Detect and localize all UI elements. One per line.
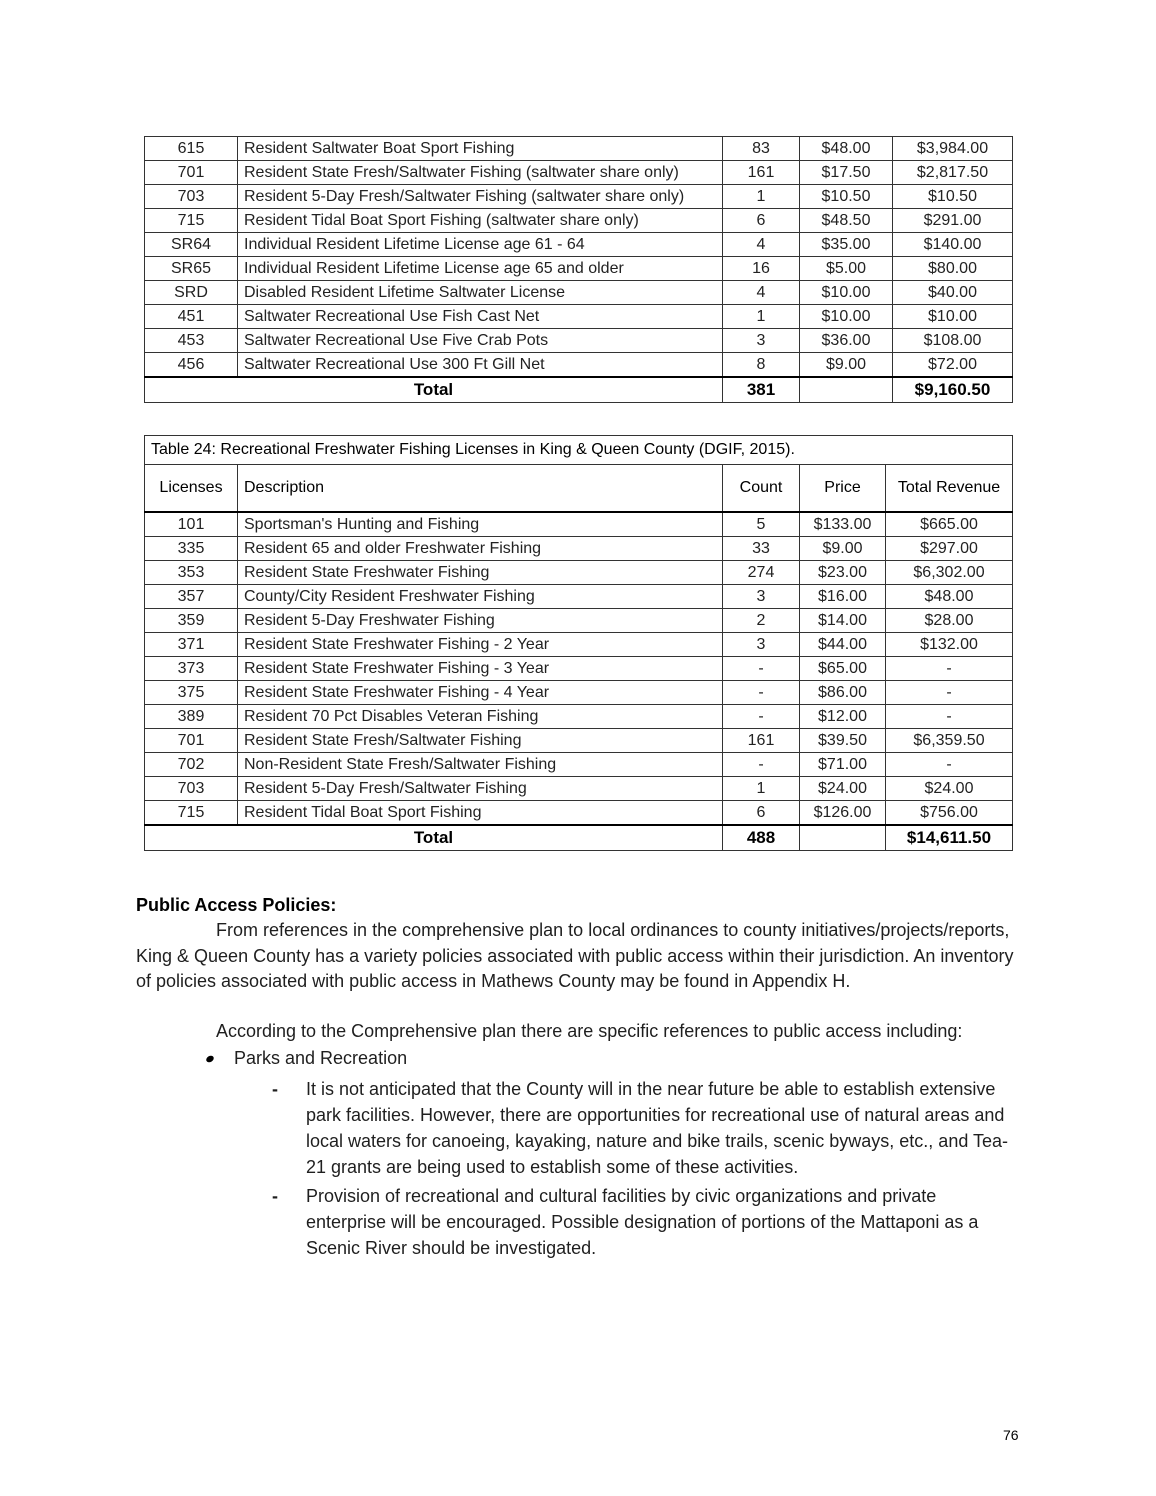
- table-row: [145, 585, 1013, 609]
- license-code-cell: 357: [145, 585, 238, 609]
- section-heading: Public Access Policies:: [136, 895, 337, 915]
- count-cell: 6: [723, 209, 800, 233]
- freshwater-total-row: [145, 825, 1013, 851]
- count-cell: 3: [723, 585, 800, 609]
- count-cell: -: [723, 705, 800, 729]
- table-row: [145, 657, 1013, 681]
- description-cell: Resident Saltwater Boat Sport Fishing: [238, 137, 723, 161]
- description-cell: Resident State Freshwater Fishing - 4 Year: [238, 681, 723, 705]
- table-row: [145, 353, 1013, 378]
- header-total-revenue: Total Revenue: [886, 465, 1013, 513]
- table-row: [145, 777, 1013, 801]
- dash-icon: -: [272, 1186, 278, 1206]
- license-code-cell: 389: [145, 705, 238, 729]
- price-cell: $48.50: [800, 209, 893, 233]
- license-code-cell: 703: [145, 777, 238, 801]
- price-cell: $17.50: [800, 161, 893, 185]
- description-cell: Resident State Fresh/Saltwater Fishing: [238, 729, 723, 753]
- total-revenue: $9,160.50: [893, 377, 1013, 403]
- total-price: [800, 825, 886, 851]
- license-code-cell: SRD: [145, 281, 238, 305]
- license-code-cell: 371: [145, 633, 238, 657]
- revenue-cell: $108.00: [893, 329, 1013, 353]
- total-label: Total: [145, 825, 723, 851]
- license-code-cell: 353: [145, 561, 238, 585]
- revenue-cell: -: [886, 657, 1013, 681]
- count-cell: 4: [723, 281, 800, 305]
- count-cell: -: [723, 753, 800, 777]
- count-cell: 1: [723, 185, 800, 209]
- table-row: [145, 281, 1013, 305]
- price-cell: $48.00: [800, 137, 893, 161]
- count-cell: 83: [723, 137, 800, 161]
- count-cell: 274: [723, 561, 800, 585]
- description-cell: Resident 70 Pct Disables Veteran Fishing: [238, 705, 723, 729]
- price-cell: $86.00: [800, 681, 886, 705]
- total-label: Total: [145, 377, 723, 403]
- paragraph: From references in the comprehensive plan to local ordinances to county initiatives/projects/reports, King & Queen County has a variety policies associated with public access within their jurisdiction. An inventory of policies associated with public access in Mathews County may be found in Appendix H.: [136, 920, 1014, 991]
- license-code-cell: 101: [145, 512, 238, 537]
- license-code-cell: 359: [145, 609, 238, 633]
- license-code-cell: 702: [145, 753, 238, 777]
- price-cell: $5.00: [800, 257, 893, 281]
- table-row: [145, 233, 1013, 257]
- revenue-cell: $28.00: [886, 609, 1013, 633]
- table-row: [145, 185, 1013, 209]
- header-count: Count: [723, 465, 800, 513]
- description-cell: Resident State Freshwater Fishing - 3 Year: [238, 657, 723, 681]
- revenue-cell: -: [886, 681, 1013, 705]
- license-code-cell: 701: [145, 729, 238, 753]
- total-revenue: $14,611.50: [886, 825, 1013, 851]
- revenue-cell: $3,984.00: [893, 137, 1013, 161]
- count-cell: 4: [723, 233, 800, 257]
- count-cell: -: [723, 681, 800, 705]
- license-code-cell: 715: [145, 801, 238, 826]
- total-count: 381: [723, 377, 800, 403]
- license-code-cell: 456: [145, 353, 238, 378]
- revenue-cell: $10.00: [893, 305, 1013, 329]
- saltwater-licenses-table: [144, 136, 1013, 403]
- description-cell: Resident 5-Day Fresh/Saltwater Fishing (saltwater share only): [238, 185, 723, 209]
- description-cell: Disabled Resident Lifetime Saltwater License: [238, 281, 723, 305]
- revenue-cell: $297.00: [886, 537, 1013, 561]
- count-cell: 161: [723, 729, 800, 753]
- price-cell: $12.00: [800, 705, 886, 729]
- price-cell: $9.00: [800, 353, 893, 378]
- table-row: [145, 209, 1013, 233]
- table-header-row: [145, 465, 1013, 513]
- license-code-cell: 615: [145, 137, 238, 161]
- table-row: [145, 681, 1013, 705]
- freshwater-licenses-table: [144, 435, 1013, 851]
- revenue-cell: $6,359.50: [886, 729, 1013, 753]
- description-cell: Saltwater Recreational Use 300 Ft Gill Net: [238, 353, 723, 378]
- count-cell: 3: [723, 633, 800, 657]
- description-cell: Resident 65 and older Freshwater Fishing: [238, 537, 723, 561]
- price-cell: $35.00: [800, 233, 893, 257]
- price-cell: $36.00: [800, 329, 893, 353]
- table-row: [145, 561, 1013, 585]
- total-price: [800, 377, 893, 403]
- count-cell: 6: [723, 801, 800, 826]
- total-count: 488: [723, 825, 800, 851]
- saltwater-table-body: [145, 137, 1013, 378]
- header-licenses: Licenses: [145, 465, 238, 513]
- table-caption-row: [145, 436, 1013, 465]
- license-code-cell: 373: [145, 657, 238, 681]
- bullet-item: [206, 1046, 407, 1072]
- revenue-cell: $665.00: [886, 512, 1013, 537]
- table-row: [145, 801, 1013, 826]
- description-cell: Resident 5-Day Fresh/Saltwater Fishing: [238, 777, 723, 801]
- revenue-cell: $72.00: [893, 353, 1013, 378]
- price-cell: $10.00: [800, 281, 893, 305]
- sub-bullet-text: It is not anticipated that the County will in the near future be able to establish extensive park facilities. However, there are opportunities for recreational use of natural areas and local waters for canoeing, kayaking, nature and bike trails, scenic byways, etc., and Tea-21 grants are being used to establish some of these activities.: [306, 1079, 1009, 1177]
- count-cell: 1: [723, 777, 800, 801]
- revenue-cell: $2,817.50: [893, 161, 1013, 185]
- count-cell: 5: [723, 512, 800, 537]
- bullet-icon: [205, 1055, 215, 1064]
- revenue-cell: -: [886, 753, 1013, 777]
- description-cell: Sportsman's Hunting and Fishing: [238, 512, 723, 537]
- count-cell: 1: [723, 305, 800, 329]
- price-cell: $71.00: [800, 753, 886, 777]
- price-cell: $9.00: [800, 537, 886, 561]
- revenue-cell: $756.00: [886, 801, 1013, 826]
- revenue-cell: $132.00: [886, 633, 1013, 657]
- description-cell: Individual Resident Lifetime License age 61 - 64: [238, 233, 723, 257]
- header-price: Price: [800, 465, 886, 513]
- count-cell: 8: [723, 353, 800, 378]
- table-row: [145, 137, 1013, 161]
- table-row: [145, 512, 1013, 537]
- license-code-cell: 335: [145, 537, 238, 561]
- dash-icon: -: [272, 1079, 278, 1099]
- header-description: Description: [238, 465, 723, 513]
- table-row: [145, 729, 1013, 753]
- price-cell: $10.00: [800, 305, 893, 329]
- price-cell: $39.50: [800, 729, 886, 753]
- price-cell: $65.00: [800, 657, 886, 681]
- sub-bullet-item: [272, 1076, 1012, 1180]
- price-cell: $24.00: [800, 777, 886, 801]
- license-code-cell: SR64: [145, 233, 238, 257]
- description-cell: Resident Tidal Boat Sport Fishing (saltwater share only): [238, 209, 723, 233]
- count-cell: 3: [723, 329, 800, 353]
- price-cell: $23.00: [800, 561, 886, 585]
- page-number: 76: [1003, 1427, 1019, 1443]
- table-row: [145, 305, 1013, 329]
- description-cell: Saltwater Recreational Use Five Crab Pots: [238, 329, 723, 353]
- description-cell: Resident Tidal Boat Sport Fishing: [238, 801, 723, 826]
- count-cell: 16: [723, 257, 800, 281]
- revenue-cell: $40.00: [893, 281, 1013, 305]
- revenue-cell: -: [886, 705, 1013, 729]
- table-row: [145, 753, 1013, 777]
- revenue-cell: $140.00: [893, 233, 1013, 257]
- license-code-cell: 453: [145, 329, 238, 353]
- sub-bullet-text: Provision of recreational and cultural facilities by civic organizations and private enterprise will be encouraged. Possible designation of portions of the Mattaponi as a Scenic River should be investigated.: [306, 1186, 979, 1258]
- license-code-cell: 701: [145, 161, 238, 185]
- table-row: [145, 537, 1013, 561]
- description-cell: Resident State Freshwater Fishing - 2 Year: [238, 633, 723, 657]
- table-row: [145, 257, 1013, 281]
- price-cell: $10.50: [800, 185, 893, 209]
- count-cell: 161: [723, 161, 800, 185]
- count-cell: 2: [723, 609, 800, 633]
- count-cell: -: [723, 657, 800, 681]
- license-code-cell: 375: [145, 681, 238, 705]
- revenue-cell: $291.00: [893, 209, 1013, 233]
- license-code-cell: SR65: [145, 257, 238, 281]
- description-cell: Individual Resident Lifetime License age 65 and older: [238, 257, 723, 281]
- price-cell: $44.00: [800, 633, 886, 657]
- revenue-cell: $48.00: [886, 585, 1013, 609]
- table-row: [145, 329, 1013, 353]
- table-row: [145, 705, 1013, 729]
- price-cell: $133.00: [800, 512, 886, 537]
- table-row: [145, 609, 1013, 633]
- price-cell: $126.00: [800, 801, 886, 826]
- revenue-cell: $80.00: [893, 257, 1013, 281]
- paragraph: According to the Comprehensive plan there are specific references to public access including:: [136, 1021, 963, 1041]
- description-cell: Resident State Fresh/Saltwater Fishing (saltwater share only): [238, 161, 723, 185]
- revenue-cell: $10.50: [893, 185, 1013, 209]
- freshwater-table-body: [145, 512, 1013, 825]
- description-cell: Resident State Freshwater Fishing: [238, 561, 723, 585]
- sub-bullet-item: [272, 1183, 1012, 1261]
- license-code-cell: 451: [145, 305, 238, 329]
- description-cell: Resident 5-Day Freshwater Fishing: [238, 609, 723, 633]
- description-cell: Saltwater Recreational Use Fish Cast Net: [238, 305, 723, 329]
- description-cell: Non-Resident State Fresh/Saltwater Fishing: [238, 753, 723, 777]
- saltwater-total-row: [145, 377, 1013, 403]
- revenue-cell: $24.00: [886, 777, 1013, 801]
- bullet-label: Parks and Recreation: [234, 1048, 408, 1068]
- license-code-cell: 703: [145, 185, 238, 209]
- license-code-cell: 715: [145, 209, 238, 233]
- table-caption: Table 24: Recreational Freshwater Fishing Licenses in King & Queen County (DGIF, 2015).: [145, 436, 1013, 465]
- description-cell: County/City Resident Freshwater Fishing: [238, 585, 723, 609]
- count-cell: 33: [723, 537, 800, 561]
- revenue-cell: $6,302.00: [886, 561, 1013, 585]
- price-cell: $14.00: [800, 609, 886, 633]
- price-cell: $16.00: [800, 585, 886, 609]
- table-row: [145, 633, 1013, 657]
- table-row: [145, 161, 1013, 185]
